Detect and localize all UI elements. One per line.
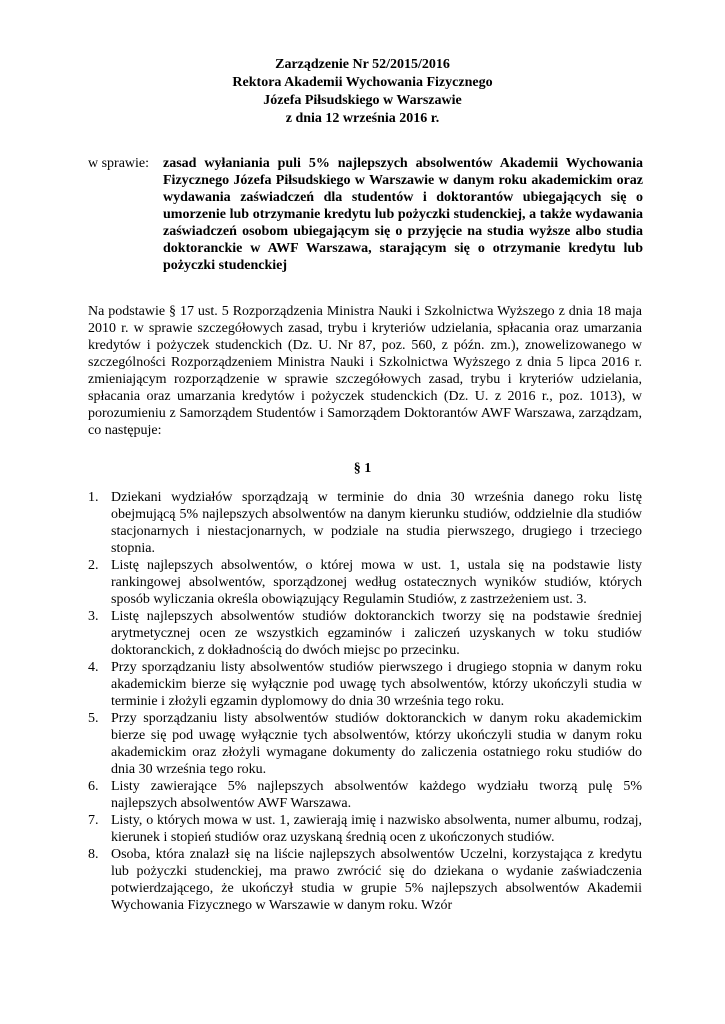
list-item <box>88 489 642 557</box>
subject-block <box>88 155 643 274</box>
list-item-number: 3. <box>88 609 99 624</box>
title-line-3: Józefa Piłsudskiego w Warszawie <box>263 93 462 108</box>
subject-text: zasad wyłaniania puli 5% najlepszych absolwentów Akademii Wychowania Fizycznego Józefa Piłsudskiego w Warszawie w danym roku akademickim oraz wydawania zaświadczeń dla studentów i doktorantów ubiegających się o umorzenie lub otrzymanie kredytu lub pożyczki studenckiej, a także wydawania zaświadczeń osobom ubiegającym się o przyjęcie na studia wyższe albo studia doktoranckie w AWF Warszawa, starającym się o otrzymanie kredytu lub pożyczki studenckiej <box>163 156 643 273</box>
list-item-text: Listę najlepszych absolwentów, o której mowa w ust. 1, ustala się na podstawie listy rankingowej absolwentów, sporządzonej według ostatecznych wyników studiów, których sposób wyliczania określa obowiązujący Regulamin Studiów, z zastrzeżeniem ust. 3. <box>111 558 642 607</box>
list-item-text: Listy zawierające 5% najlepszych absolwentów każdego wydziału tworzą pulę 5% najlepszych absolwentów AWF Warszawa. <box>111 779 642 811</box>
list-item-text: Przy sporządzaniu listy absolwentów studiów doktoranckich w danym roku akademickim bierze się pod uwagę wyłącznie tych absolwentów, którzy ukończyli studia w danym roku akademickim oraz złożyli wymagane dokumenty do zaliczenia ostatniego roku studiów do dnia 30 września tego roku. <box>111 711 642 777</box>
title-line-4: z dnia 12 września 2016 r. <box>285 111 440 126</box>
list-item-number: 4. <box>88 660 99 675</box>
list-item-text: Listę najlepszych absolwentów studiów doktoranckich tworzy się na podstawie średniej arytmetycznej ocen ze wszystkich egzaminów i zaliczeń uzyskanych w toku studiów doktoranckich, z dokładnością do dwóch miejsc po przecinku. <box>111 609 642 658</box>
list-item <box>88 557 642 608</box>
title-line-2: Rektora Akademii Wychowania Fizycznego <box>232 75 493 90</box>
list-item-number: 7. <box>88 813 99 828</box>
list-item <box>88 608 642 659</box>
list-item <box>88 710 642 778</box>
list-item-number: 6. <box>88 779 99 794</box>
section-1-list <box>88 489 642 914</box>
list-item <box>88 659 642 710</box>
list-item-text: Osoba, która znalazł się na liście najlepszych absolwentów Uczelni, korzystająca z kredytu lub pożyczki studenckiej, ma prawo zwrócić się do dziekana o wydanie zaświadczenia potwierdzającego, że ukończył studia w grupie 5% najlepszych absolwentów Akademii Wychowania Fizycznego w Warszawie w danym roku. Wzór <box>111 847 642 913</box>
section-1-heading: § 1 <box>353 461 372 476</box>
preamble-paragraph: Na podstawie § 17 ust. 5 Rozporządzenia Ministra Nauki i Szkolnictwa Wyższego z dnia 18 maja 2010 r. w sprawie szczegółowych zasad, trybu i kryteriów udzielania, spłacania oraz umarzania kredytów i pożyczek studenckich (Dz. U. Nr 87, poz. 560, z późn. zm.), znowelizowanego w szczególności Rozporządzeniem Ministra Nauki i Szkolnictwa Wyższego z dnia 5 lipca 2016 r. zmieniającym rozporządzenie w sprawie szczegółowych zasad, trybu i kryteriów udzielania, spłacania oraz umarzania kredytów i pożyczek studenckich (Dz. U. z 2016 r., poz. 1013), w porozumieniu z Samorządem Studentów i Samorządem Doktorantów AWF Warszawa, zarządzam, co następuje: <box>88 304 642 438</box>
list-item <box>88 812 642 846</box>
document-title-block <box>0 56 725 128</box>
list-item-text: Listy, o których mowa w ust. 1, zawierają imię i nazwisko absolwenta, numer albumu, rodzaj, kierunek i stopień studiów oraz uzyskaną średnią ocen z ukończonych studiów. <box>111 813 642 845</box>
list-item-text: Przy sporządzaniu listy absolwentów studiów pierwszego i drugiego stopnia w danym roku akademickim bierze się wyłącznie pod uwagę tych absolwentów, którzy ukończyli studia w terminie i złożyli egzamin dyplomowy do dnia 30 września tego roku. <box>111 660 642 709</box>
subject-prefix: w sprawie: <box>88 156 150 171</box>
list-item-number: 5. <box>88 711 99 726</box>
list-item <box>88 846 642 914</box>
list-item-number: 1. <box>88 490 99 505</box>
title-line-1: Zarządzenie Nr 52/2015/2016 <box>275 57 450 72</box>
list-item <box>88 778 642 812</box>
list-item-number: 8. <box>88 847 99 862</box>
list-item-number: 2. <box>88 558 99 573</box>
list-item-text: Dziekani wydziałów sporządzają w terminie do dnia 30 września danego roku listę obejmującą 5% najlepszych absolwentów na danym kierunku studiów, oddzielnie dla studiów stacjonarnych i niestacjonarnych, w podziale na studia pierwszego, drugiego i trzeciego stopnia. <box>111 490 642 556</box>
